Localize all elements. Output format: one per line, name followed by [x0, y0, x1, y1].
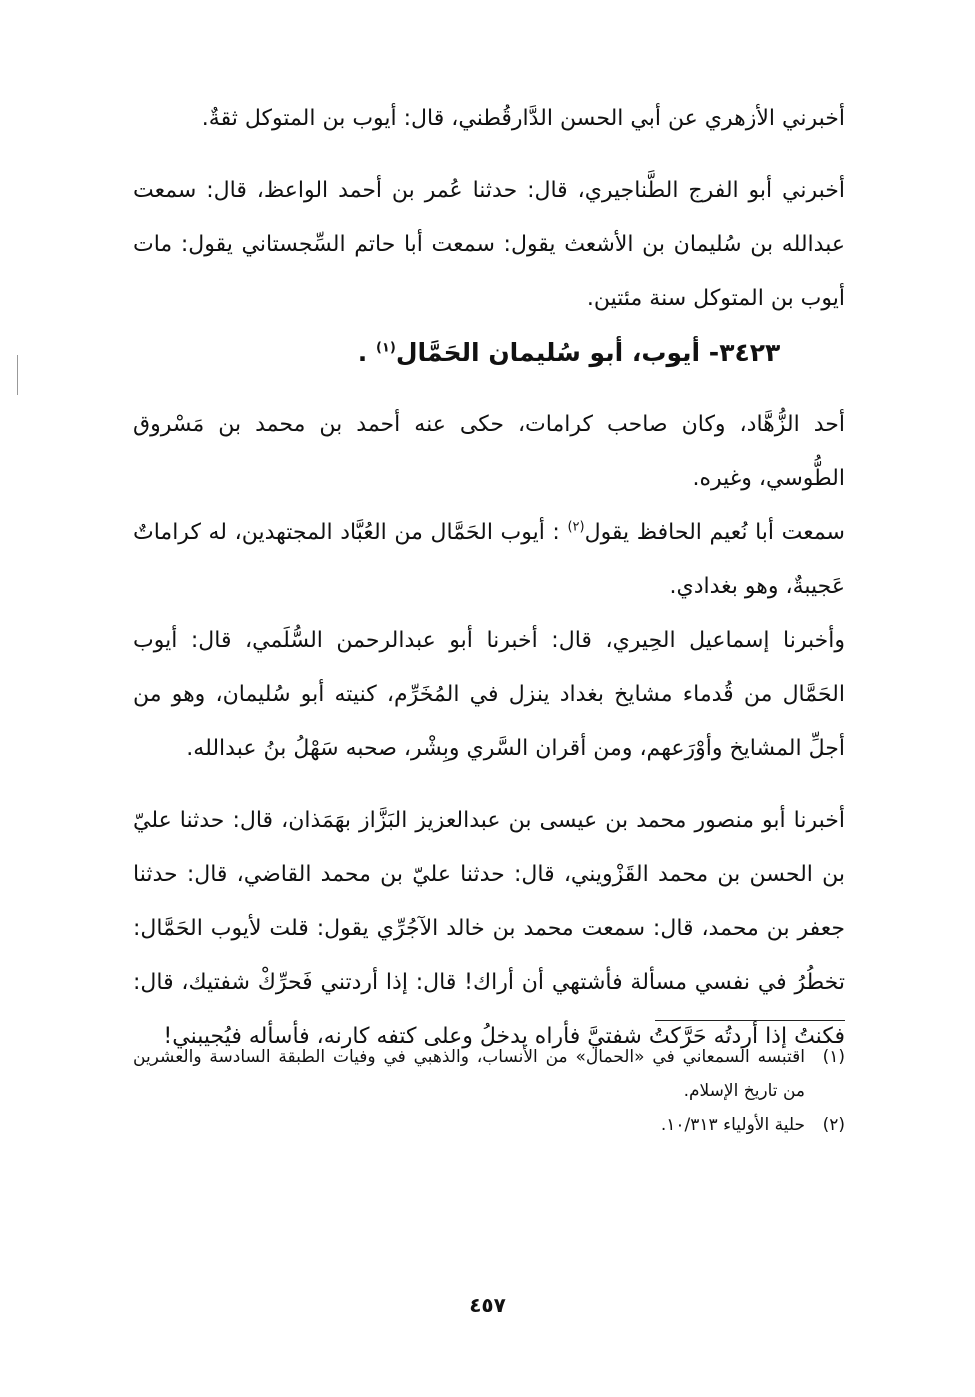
paragraph-abu-nuaym	[133, 506, 845, 614]
footnote-1	[133, 1040, 845, 1108]
footnote-1-text: اقتبسه السمعاني في «الحمال» من الأنساب، والذهبي في وفيات الطبقة السادسة والعشرين من تاريخ الإسلام.	[133, 1047, 805, 1101]
footnote-2	[133, 1108, 845, 1142]
entry-heading-text: ٣٤٢٣- أيوب، أبو سُليمان الحَمَّال	[395, 338, 781, 367]
paragraph-death-date: أخبرني أبو الفرج الطَّناجيري، قال: حدثنا عُمر بن أحمد الواعظ، قال: سمعت عبدالله بن سُليمان بن الأشعث يقول: سمعت أبا حاتم السِّجستاني يقول: مات أيوب بن المتوكل سنة مئتين.	[133, 178, 845, 311]
abu-nuaym-intro: سمعت أبا نُعيم الحافظ يقول	[584, 520, 845, 545]
paragraph-zuhhad: أحد الزُّهَّاد، وكان صاحب كرامات، حكى عنه أحمد بن محمد بن مَسْروق الطُّوسي، وغيره.	[133, 412, 845, 491]
footnote-2-text: حلية الأولياء ١٠/٣١٣.	[660, 1115, 805, 1135]
main-text	[133, 92, 845, 1064]
entry-heading	[133, 326, 845, 380]
entry-heading-end: .	[357, 338, 376, 367]
paragraph-ajurri: أخبرنا أبو منصور محمد بن عيسى بن عبدالعزيز البَزَّاز بهَمَذان، قال: حدثنا عليّ بن الحسن بن محمد القَزْويني، قال: حدثنا عليّ بن محمد القاضي، قال: حدثنا جعفر بن محمد، قال: سمعت محمد بن خالد الآجُرِّي يقول: قلت لأيوب الحَمَّال: تخطُرُ في نفسي مسألة فأشتهي أن أراك! قال: إذا أردتني فَحرِّكْ شفتيك، قال: فكنتُ إذا أردتُه حَرَّكتُ شفتيَّ فأراه يدخلُ وعلى كتفه كارنه، فأسأله فيُجيبني!	[133, 808, 845, 1049]
footnotes	[133, 1040, 845, 1142]
footnote-1-mark: (١)	[822, 1047, 845, 1067]
abu-nuaym-quote: : أيوب الحَمَّال من العُبَّاد المجتهدين، له كراماتٌ عَجيبةٌ، وهو بغدادي.	[133, 520, 845, 599]
margin-rule	[17, 355, 18, 395]
footnote-2-mark: (٢)	[822, 1115, 845, 1135]
page-number: ٤٥٧	[469, 1293, 506, 1317]
footnote-divider	[655, 1020, 845, 1021]
paragraph-sulami: وأخبرنا إسماعيل الحِيري، قال: أخبرنا أبو عبدالرحمن السُّلَمي، قال: أيوب الحَمَّال من قُدماء مشايخ بغداد ينزل في المُخَرِّم، كنيته أبو سُليمان، وهو من أجلِّ المشايخ وأوْرَعهم، ومن أقران السَّري وبِشْر، صحبه سَهْلُ بنُ عبدالله.	[133, 628, 845, 761]
footnote-ref-2: (٢)	[567, 519, 585, 535]
footnote-ref-1: (١)	[375, 340, 396, 356]
paragraph-daraqutni: أخبرني الأزهري عن أبي الحسن الدَّارقُطني، قال: أيوب بن المتوكل ثقةٌ.	[201, 106, 845, 131]
